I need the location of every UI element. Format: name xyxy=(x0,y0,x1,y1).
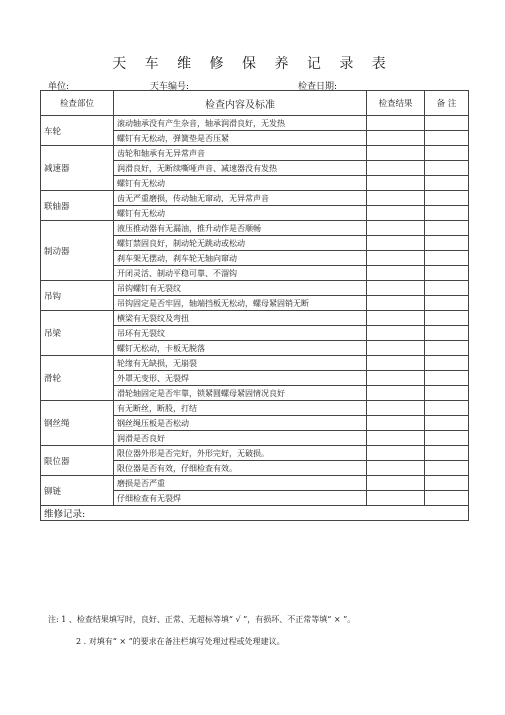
remark-cell[interactable] xyxy=(425,281,469,296)
remark-cell[interactable] xyxy=(425,221,469,236)
part-cell: 车轮 xyxy=(41,116,114,146)
part-cell: 限位器 xyxy=(41,446,114,476)
remark-cell[interactable] xyxy=(425,326,469,341)
inspection-item-cell: 磨损是否严重 xyxy=(114,476,367,491)
result-cell[interactable] xyxy=(367,401,425,416)
remark-cell[interactable] xyxy=(425,236,469,251)
result-cell[interactable] xyxy=(367,221,425,236)
table-row xyxy=(41,356,469,371)
part-cell: 铆链 xyxy=(41,476,114,506)
remark-cell[interactable] xyxy=(425,251,469,266)
result-cell[interactable] xyxy=(367,206,425,221)
result-cell[interactable] xyxy=(367,461,425,476)
inspection-item-cell: 润滑良好，无断续嘶哑声音、减速器没有发热 xyxy=(114,161,367,176)
inspection-item-cell: 吊钩螺钉有无裂纹 xyxy=(114,281,367,296)
remark-cell[interactable] xyxy=(425,371,469,386)
inspection-item-cell: 螺钉禁固良好，制动轮无跳动或松动 xyxy=(114,236,367,251)
remark-cell[interactable] xyxy=(425,311,469,326)
remark-cell[interactable] xyxy=(425,416,469,431)
note-line-2: 2 . 对填有“ × ”的要求在备注栏填写处理过程或处理建议。 xyxy=(76,637,285,646)
remark-cell[interactable] xyxy=(425,341,469,356)
inspection-item-cell: 螺钉无松动，卡板无脱落 xyxy=(114,341,367,356)
note-line-1: 注: 1 、检查结果填写时，良好、正常、无超标等填“ √ ”，有损坏、不正常等填“ × ”。 xyxy=(48,615,356,624)
table-row xyxy=(41,446,469,461)
part-cell: 联轴器 xyxy=(41,191,114,221)
table-row xyxy=(41,311,469,326)
header-content: 检查内容及标准 xyxy=(114,91,367,116)
remark-cell[interactable] xyxy=(425,161,469,176)
remark-cell[interactable] xyxy=(425,206,469,221)
result-cell[interactable] xyxy=(367,326,425,341)
crane-number-label: 天车编号: xyxy=(150,82,190,92)
remark-cell[interactable] xyxy=(425,176,469,191)
inspection-item-cell: 横梁有无裂纹及弯扭 xyxy=(114,311,367,326)
result-cell[interactable] xyxy=(367,491,425,506)
part-cell: 钢丝绳 xyxy=(41,401,114,446)
part-cell: 制动器 xyxy=(41,221,114,281)
result-cell[interactable] xyxy=(367,191,425,206)
result-cell[interactable] xyxy=(367,356,425,371)
header-result: 检查结果 xyxy=(367,91,425,116)
remark-cell[interactable] xyxy=(425,191,469,206)
table-row xyxy=(41,281,469,296)
result-cell[interactable] xyxy=(367,131,425,146)
result-cell[interactable] xyxy=(367,296,425,311)
result-cell[interactable] xyxy=(367,236,425,251)
maintenance-record-table xyxy=(40,90,469,521)
part-cell: 吊梁 xyxy=(41,311,114,356)
remark-cell[interactable] xyxy=(425,386,469,401)
header-remark: 备 注 xyxy=(425,91,469,116)
table-row xyxy=(41,476,469,491)
inspection-item-cell: 钢丝绳压板是否松动 xyxy=(114,416,367,431)
remark-cell[interactable] xyxy=(425,146,469,161)
remark-cell[interactable] xyxy=(425,296,469,311)
result-cell[interactable] xyxy=(367,146,425,161)
table-row xyxy=(41,401,469,416)
result-cell[interactable] xyxy=(367,446,425,461)
result-cell[interactable] xyxy=(367,161,425,176)
result-cell[interactable] xyxy=(367,416,425,431)
result-cell[interactable] xyxy=(367,281,425,296)
inspection-item-cell: 螺钉有无松动，弹簧垫是否压紧 xyxy=(114,131,367,146)
inspection-item-cell: 润滑是否良好 xyxy=(114,431,367,446)
remark-cell[interactable] xyxy=(425,131,469,146)
inspection-item-cell: 液压推动器有无漏油，推升动作是否顺畅 xyxy=(114,221,367,236)
remark-cell[interactable] xyxy=(425,356,469,371)
inspection-item-cell: 吊钩固定是否牢固，轴端挡板无松动，螺母紧固销无断 xyxy=(114,296,367,311)
result-cell[interactable] xyxy=(367,266,425,281)
table-row xyxy=(41,146,469,161)
repair-record-cell[interactable]: 维修记录: xyxy=(41,506,469,521)
result-cell[interactable] xyxy=(367,176,425,191)
inspection-item-cell: 刹车架无摆动，刹车轮无轴向窜动 xyxy=(114,251,367,266)
header-part: 检查部位 xyxy=(41,91,114,116)
inspection-date-label: 检查日期: xyxy=(298,82,338,92)
table-row xyxy=(41,116,469,131)
result-cell[interactable] xyxy=(367,386,425,401)
table-row xyxy=(41,221,469,236)
remark-cell[interactable] xyxy=(425,431,469,446)
inspection-item-cell: 限位器是否有效，仔细检查有效。 xyxy=(114,461,367,476)
result-cell[interactable] xyxy=(367,371,425,386)
remark-cell[interactable] xyxy=(425,446,469,461)
part-cell: 减速器 xyxy=(41,146,114,191)
unit-label: 单位: xyxy=(48,82,70,92)
inspection-item-cell: 螺钉有无松动 xyxy=(114,206,367,221)
remark-cell[interactable] xyxy=(425,116,469,131)
result-cell[interactable] xyxy=(367,431,425,446)
remark-cell[interactable] xyxy=(425,266,469,281)
inspection-item-cell: 外罩无变形、无裂焊 xyxy=(114,371,367,386)
inspection-item-cell: 有无断丝，断股，打结 xyxy=(114,401,367,416)
inspection-item-cell: 吊环有无裂纹 xyxy=(114,326,367,341)
result-cell[interactable] xyxy=(367,476,425,491)
inspection-item-cell: 限位器外形是否完好，外形完好，无破损。 xyxy=(114,446,367,461)
inspection-item-cell: 齿无严重磨损，传动轴无窜动，无异常声音 xyxy=(114,191,367,206)
page-title: 天 车 维 修 保 养 记 录 表 xyxy=(112,56,393,72)
inspection-item-cell: 开闭灵活、制动平稳可靠、不溜钩 xyxy=(114,266,367,281)
result-cell[interactable] xyxy=(367,341,425,356)
remark-cell[interactable] xyxy=(425,491,469,506)
remark-cell[interactable] xyxy=(425,476,469,491)
inspection-item-cell: 轮缘有无缺损，无崩裂 xyxy=(114,356,367,371)
inspection-item-cell: 滑轮轴固定是否牢靠，锁紧圆螺母紧固情况良好 xyxy=(114,386,367,401)
inspection-item-cell: 仔细检查有无裂焊 xyxy=(114,491,367,506)
inspection-item-cell: 螺钉有无松动 xyxy=(114,176,367,191)
result-cell[interactable] xyxy=(367,116,425,131)
result-cell[interactable] xyxy=(367,251,425,266)
inspection-item-cell: 滚动轴承没有产生杂音，轴承润滑良好，无发热 xyxy=(114,116,367,131)
result-cell[interactable] xyxy=(367,311,425,326)
remark-cell[interactable] xyxy=(425,461,469,476)
repair-record-row xyxy=(41,506,469,521)
remark-cell[interactable] xyxy=(425,401,469,416)
table-row xyxy=(41,191,469,206)
part-cell: 滑轮 xyxy=(41,356,114,401)
inspection-item-cell: 齿轮和轴承有无异常声音 xyxy=(114,146,367,161)
part-cell: 吊钩 xyxy=(41,281,114,311)
